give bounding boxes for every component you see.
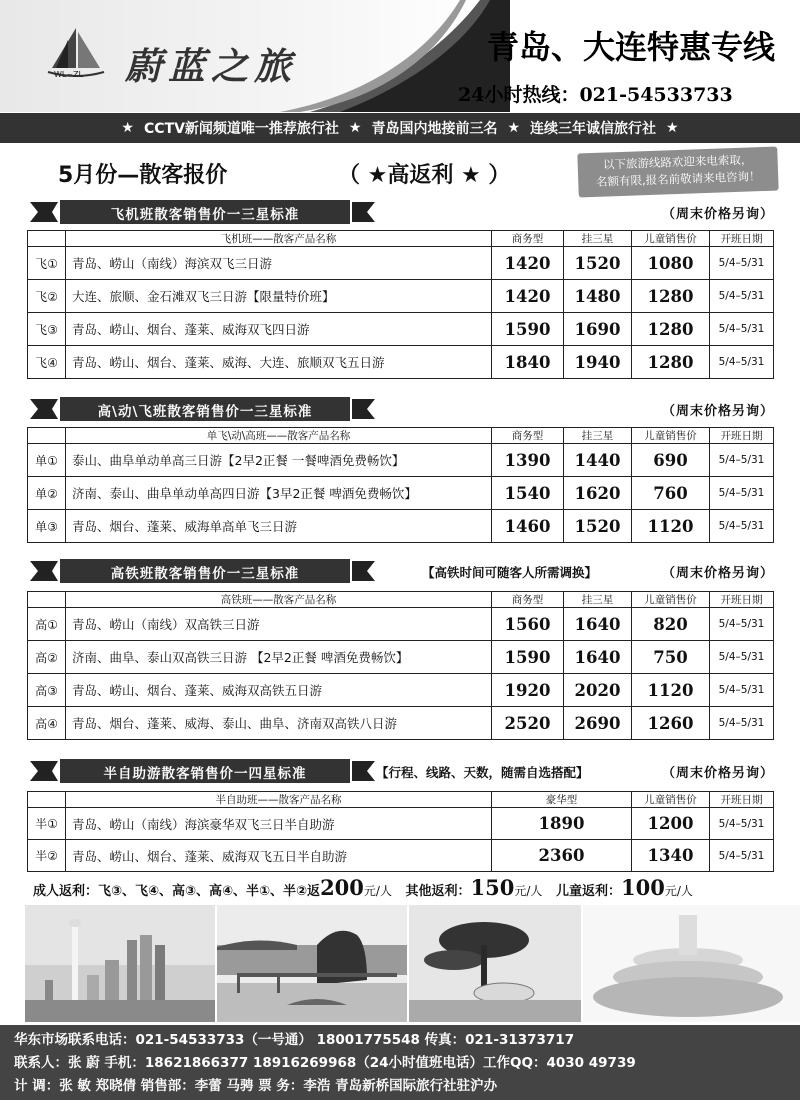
table-row — [28, 280, 774, 313]
product-name: 青岛、崂山（南线）双高铁三日游 — [66, 608, 492, 641]
adult-rebate-amount: 200 — [320, 875, 364, 900]
weekend-note: （周末价格另询） — [661, 207, 774, 222]
table-row — [28, 313, 774, 346]
child-rebate-label: 儿童返利： — [556, 884, 622, 899]
section-title: 飞机班散客销售价一三星标准 — [110, 207, 300, 223]
header-cell: 儿童销售价 — [632, 792, 710, 808]
table-row — [28, 707, 774, 740]
section-header-single — [0, 395, 800, 423]
footer — [0, 1025, 800, 1100]
rebate-unit: 元/人 — [363, 884, 392, 898]
header-cell: 单飞\动\高班——散客产品名称 — [66, 428, 492, 444]
product-name: 青岛、烟台、蓬莱、威海、泰山、曲阜、济南双高铁八日游 — [66, 707, 492, 740]
section-header-semi — [0, 757, 800, 785]
other-rebate-amount: 150 — [470, 875, 515, 900]
banner-item: 连续三年诚信旅行社 — [530, 121, 657, 137]
table-row — [28, 444, 774, 477]
price-business: 1460 — [492, 510, 564, 543]
product-name: 青岛、烟台、蓬莱、威海单高单飞三日游 — [66, 510, 492, 543]
price-business: 1840 — [492, 346, 564, 379]
price-business: 1590 — [492, 313, 564, 346]
table-header-row — [28, 428, 774, 444]
star-icon: ★ — [121, 120, 134, 136]
footer-staff-line: 计 调：张 敏 郑晓倩 销售部：李蕾 马骋 票 务：李浩 青岛新桥国际旅行社驻沪办 — [14, 1078, 498, 1094]
price-child: 1280 — [632, 313, 710, 346]
flight-table — [27, 230, 774, 379]
header-code — [28, 592, 66, 608]
star-icon: ★ — [348, 120, 362, 136]
header-cell: 商务型 — [492, 592, 564, 608]
price-business: 2520 — [492, 707, 564, 740]
row-code: 单② — [28, 477, 66, 510]
price-child: 1340 — [632, 840, 710, 872]
price-three-star: 1940 — [564, 346, 632, 379]
price-three-star: 1640 — [564, 641, 632, 674]
header-cell: 儿童销售价 — [632, 592, 710, 608]
run-dates: 5/4–5/31 — [710, 280, 774, 313]
table-row — [28, 608, 774, 641]
price-business: 1590 — [492, 641, 564, 674]
section-note: 【高铁时间可随客人所需调换】 — [422, 565, 598, 580]
row-code: 飞③ — [28, 313, 66, 346]
section-header-flight — [0, 198, 800, 226]
adult-rebate-items: 飞③、飞④、高③、高④、半①、半②返 — [98, 884, 321, 899]
row-code: 高② — [28, 641, 66, 674]
photo-pine-tree — [409, 905, 581, 1022]
table-row — [28, 641, 774, 674]
run-dates: 5/4–5/31 — [710, 247, 774, 280]
photo-sculpture — [583, 905, 800, 1022]
price-business: 1920 — [492, 674, 564, 707]
header-cell: 商务型 — [492, 428, 564, 444]
row-code: 高③ — [28, 674, 66, 707]
notice-line: 以下旅游线路欢迎来电索取， — [602, 152, 753, 172]
row-code: 高① — [28, 608, 66, 641]
logo-text: WL~ZL — [54, 70, 84, 79]
header-code — [28, 792, 66, 808]
price-three-star: 1640 — [564, 608, 632, 641]
product-name: 青岛、崂山、烟台、蓬莱、威海、大连、旅顺双飞五日游 — [66, 346, 492, 379]
notice-box — [577, 147, 778, 198]
weekend-note: （周末价格另询） — [661, 766, 774, 781]
table-row — [28, 674, 774, 707]
product-name: 泰山、曲阜单动单高三日游【2早2正餐 一餐啤酒免费畅饮】 — [66, 444, 492, 477]
single-table — [27, 427, 774, 543]
price-three-star: 1440 — [564, 444, 632, 477]
star-icon: ★ — [507, 120, 521, 136]
table-row — [28, 808, 774, 840]
run-dates: 5/4–5/31 — [710, 346, 774, 379]
price-three-star: 2020 — [564, 674, 632, 707]
star-icon: ★ — [666, 120, 679, 136]
run-dates: 5/4–5/31 — [710, 477, 774, 510]
banner-item: 青岛国内地接前三名 — [371, 121, 498, 137]
run-dates: 5/4–5/31 — [710, 641, 774, 674]
header-cell: 半自助班——散客产品名称 — [66, 792, 492, 808]
brand-name: 蔚蓝之旅 — [125, 44, 297, 88]
price-luxury: 1890 — [492, 808, 632, 840]
price-child: 1120 — [632, 674, 710, 707]
row-code: 半② — [28, 840, 66, 872]
price-three-star: 1520 — [564, 510, 632, 543]
price-title: 5月份—散客报价 — [58, 163, 228, 188]
price-child: 1280 — [632, 346, 710, 379]
header-cell: 高铁班——散客产品名称 — [66, 592, 492, 608]
row-code: 单③ — [28, 510, 66, 543]
product-name: 大连、旅顺、金石滩双飞三日游【限量特价班】 — [66, 280, 492, 313]
run-dates: 5/4–5/31 — [710, 674, 774, 707]
table-header-row — [28, 592, 774, 608]
price-business: 1560 — [492, 608, 564, 641]
run-dates: 5/4–5/31 — [710, 608, 774, 641]
banner — [0, 113, 800, 143]
price-three-star: 1520 — [564, 247, 632, 280]
price-three-star: 2690 — [564, 707, 632, 740]
header-cell: 飞机班——散客产品名称 — [66, 231, 492, 247]
section-title: 半自助游散客销售价一四星标准 — [103, 766, 307, 782]
price-business: 1390 — [492, 444, 564, 477]
price-child: 1120 — [632, 510, 710, 543]
hotline: 24小时热线：021-54533733 — [458, 84, 733, 106]
run-dates: 5/4–5/31 — [710, 707, 774, 740]
price-business: 1420 — [492, 280, 564, 313]
weekend-note: （周末价格另询） — [661, 404, 774, 419]
header-cell: 豪华型 — [492, 792, 632, 808]
weekend-note: （周末价格另询） — [661, 566, 774, 581]
product-name: 青岛、崂山、烟台、蓬莱、威海双飞四日游 — [66, 313, 492, 346]
child-rebate-amount: 100 — [621, 875, 665, 900]
row-code: 半① — [28, 808, 66, 840]
table-row — [28, 346, 774, 379]
row-code: 飞④ — [28, 346, 66, 379]
price-three-star: 1480 — [564, 280, 632, 313]
run-dates: 5/4–5/31 — [710, 313, 774, 346]
price-child: 750 — [632, 641, 710, 674]
price-child: 1260 — [632, 707, 710, 740]
price-child: 820 — [632, 608, 710, 641]
price-business: 1540 — [492, 477, 564, 510]
rail-table — [27, 591, 774, 740]
run-dates: 5/4–5/31 — [710, 840, 774, 872]
header-cell: 挂三星 — [564, 592, 632, 608]
page-title: 青岛、大连特惠专线 — [487, 28, 776, 66]
table-row — [28, 840, 774, 872]
product-name: 青岛、崂山（南线）海滨双飞三日游 — [66, 247, 492, 280]
other-rebate-label: 其他返利： — [405, 884, 471, 899]
product-name: 青岛、崂山（南线）海滨豪华双飞三日半自助游 — [66, 808, 492, 840]
footer-contact-line: 华东市场联系电话：021-54533733（一号通） 18001775548 传真：021-31373717 — [14, 1032, 575, 1048]
rebate-title: （ ★高返利 ★ ） — [338, 163, 511, 188]
product-name: 青岛、崂山、烟台、蓬莱、威海双飞五日半自助游 — [66, 840, 492, 872]
table-header-row — [28, 231, 774, 247]
price-child: 690 — [632, 444, 710, 477]
product-name: 济南、泰山、曲阜单动单高四日游【3早2正餐 啤酒免费畅饮】 — [66, 477, 492, 510]
table-row — [28, 510, 774, 543]
footer-contact-line: 联系人：张 蔚 手机：18621866377 18916269968（24小时值班电话）工作QQ：4030 49739 — [14, 1055, 636, 1071]
price-child: 760 — [632, 477, 710, 510]
header-cell: 商务型 — [492, 231, 564, 247]
header-code — [28, 428, 66, 444]
run-dates: 5/4–5/31 — [710, 808, 774, 840]
price-child: 1200 — [632, 808, 710, 840]
header-cell: 开班日期 — [710, 792, 774, 808]
price-three-star: 1620 — [564, 477, 632, 510]
photo-seaside-rock — [217, 905, 407, 1022]
section-title: 高\动\飞班散客销售价一三星标准 — [97, 404, 313, 420]
table-row — [28, 247, 774, 280]
section-note: 【行程、线路、天数，随需自选搭配】 — [376, 765, 589, 780]
row-code: 飞① — [28, 247, 66, 280]
photo-city-skyline — [25, 905, 215, 1022]
header-cell: 儿童销售价 — [632, 231, 710, 247]
row-code: 单① — [28, 444, 66, 477]
price-three-star: 1690 — [564, 313, 632, 346]
product-name: 青岛、崂山、烟台、蓬莱、威海双高铁五日游 — [66, 674, 492, 707]
price-child: 1080 — [632, 247, 710, 280]
run-dates: 5/4–5/31 — [710, 444, 774, 477]
banner-item: CCTV新闻频道唯一推荐旅行社 — [143, 121, 339, 137]
header-cell: 开班日期 — [710, 231, 774, 247]
row-code: 飞② — [28, 280, 66, 313]
price-child: 1280 — [632, 280, 710, 313]
header-code — [28, 231, 66, 247]
section-title: 高铁班散客销售价一三星标准 — [110, 566, 300, 582]
product-name: 济南、曲阜、泰山双高铁三日游 【2早2正餐 啤酒免费畅饮】 — [66, 641, 492, 674]
header — [0, 0, 800, 112]
header-cell: 挂三星 — [564, 428, 632, 444]
table-row — [28, 477, 774, 510]
section-header-rail — [0, 557, 800, 585]
adult-rebate-label: 成人返利： — [33, 884, 99, 899]
rebate-unit: 元/人 — [664, 884, 693, 898]
price-business: 1420 — [492, 247, 564, 280]
header-cell: 挂三星 — [564, 231, 632, 247]
notice-line: 名额有限,报名前敬请来电咨询！ — [595, 169, 761, 189]
run-dates: 5/4–5/31 — [710, 510, 774, 543]
semi-table — [27, 791, 774, 872]
price-luxury: 2360 — [492, 840, 632, 872]
header-cell: 开班日期 — [710, 592, 774, 608]
table-header-row — [28, 792, 774, 808]
rebate-unit: 元/人 — [514, 884, 543, 898]
row-code: 高④ — [28, 707, 66, 740]
rebate-line — [33, 875, 693, 900]
header-cell: 开班日期 — [710, 428, 774, 444]
header-cell: 儿童销售价 — [632, 428, 710, 444]
